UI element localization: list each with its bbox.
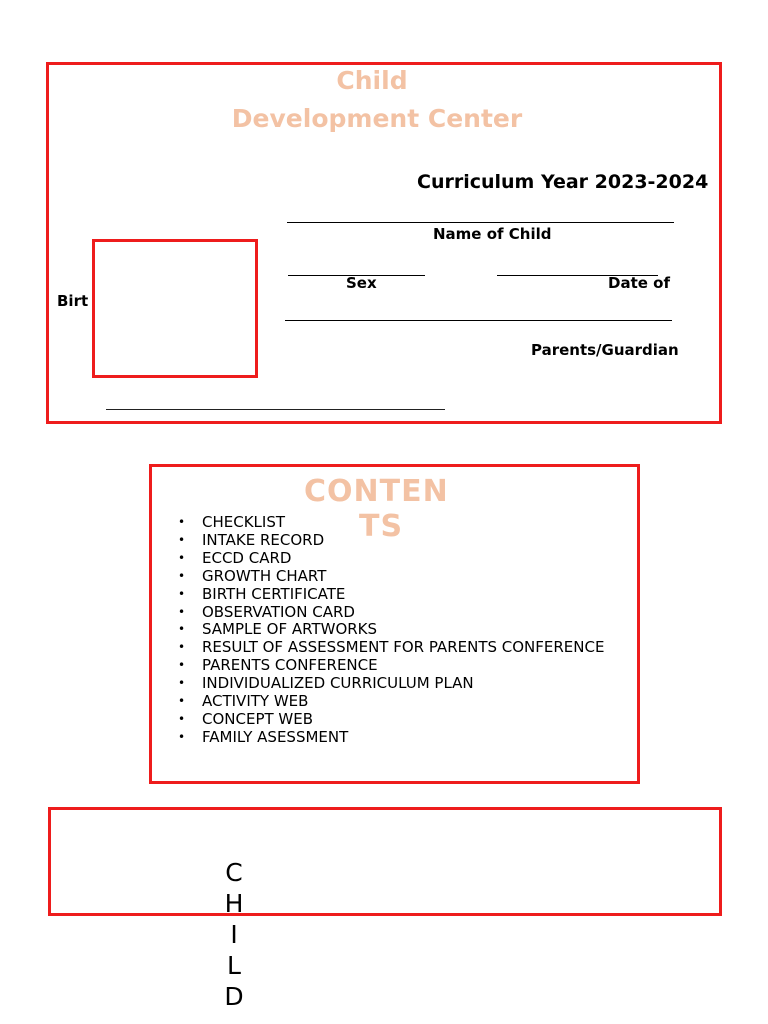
- spine-label-frame: [48, 807, 722, 916]
- list-item: • RESULT OF ASSESSMENT FOR PARENTS CONFERENCE: [178, 639, 604, 657]
- list-item: • ECCD CARD: [178, 550, 604, 568]
- list-item: • SAMPLE OF ARTWORKS: [178, 621, 604, 639]
- list-item: • BIRTH CERTIFICATE: [178, 586, 604, 604]
- parents-guardian-label: Parents/Guardian: [531, 341, 679, 359]
- center-title-line2: Development Center: [231, 104, 523, 133]
- spine-letter: I: [230, 920, 238, 949]
- list-item: • ACTIVITY WEB: [178, 693, 604, 711]
- list-item: • GROWTH CHART: [178, 568, 604, 586]
- contents-title-line1: CONTEN: [304, 474, 449, 509]
- list-item: • CONCEPT WEB: [178, 711, 604, 729]
- spine-letter: H: [224, 889, 244, 918]
- curriculum-year: Curriculum Year 2023-2024: [417, 171, 709, 193]
- spine-letter: C: [225, 858, 243, 887]
- list-item: • INTAKE RECORD: [178, 532, 604, 550]
- contents-list: [178, 514, 604, 747]
- list-item: • PARENTS CONFERENCE: [178, 657, 604, 675]
- birth-label-fragment: Birt: [57, 292, 89, 310]
- contents-title-line2: TS: [359, 509, 404, 544]
- spine-text: [222, 857, 246, 1012]
- center-title-line1: Child: [336, 66, 408, 95]
- spine-letter: D: [224, 982, 244, 1011]
- signature-line[interactable]: [106, 409, 445, 410]
- name-of-child-label: Name of Child: [433, 225, 552, 243]
- list-item: • INDIVIDUALIZED CURRICULUM PLAN: [178, 675, 604, 693]
- date-of-birth-label: Date of: [608, 274, 670, 292]
- photo-placeholder: [92, 239, 258, 378]
- list-item: • OBSERVATION CARD: [178, 604, 604, 622]
- parents-guardian-line[interactable]: [285, 320, 672, 321]
- sex-label: Sex: [346, 274, 377, 292]
- list-item: • CHECKLIST: [178, 514, 604, 532]
- spine-letter: L: [227, 951, 241, 980]
- list-item: • FAMILY ASESSMENT: [178, 729, 604, 747]
- name-of-child-line[interactable]: [287, 222, 674, 223]
